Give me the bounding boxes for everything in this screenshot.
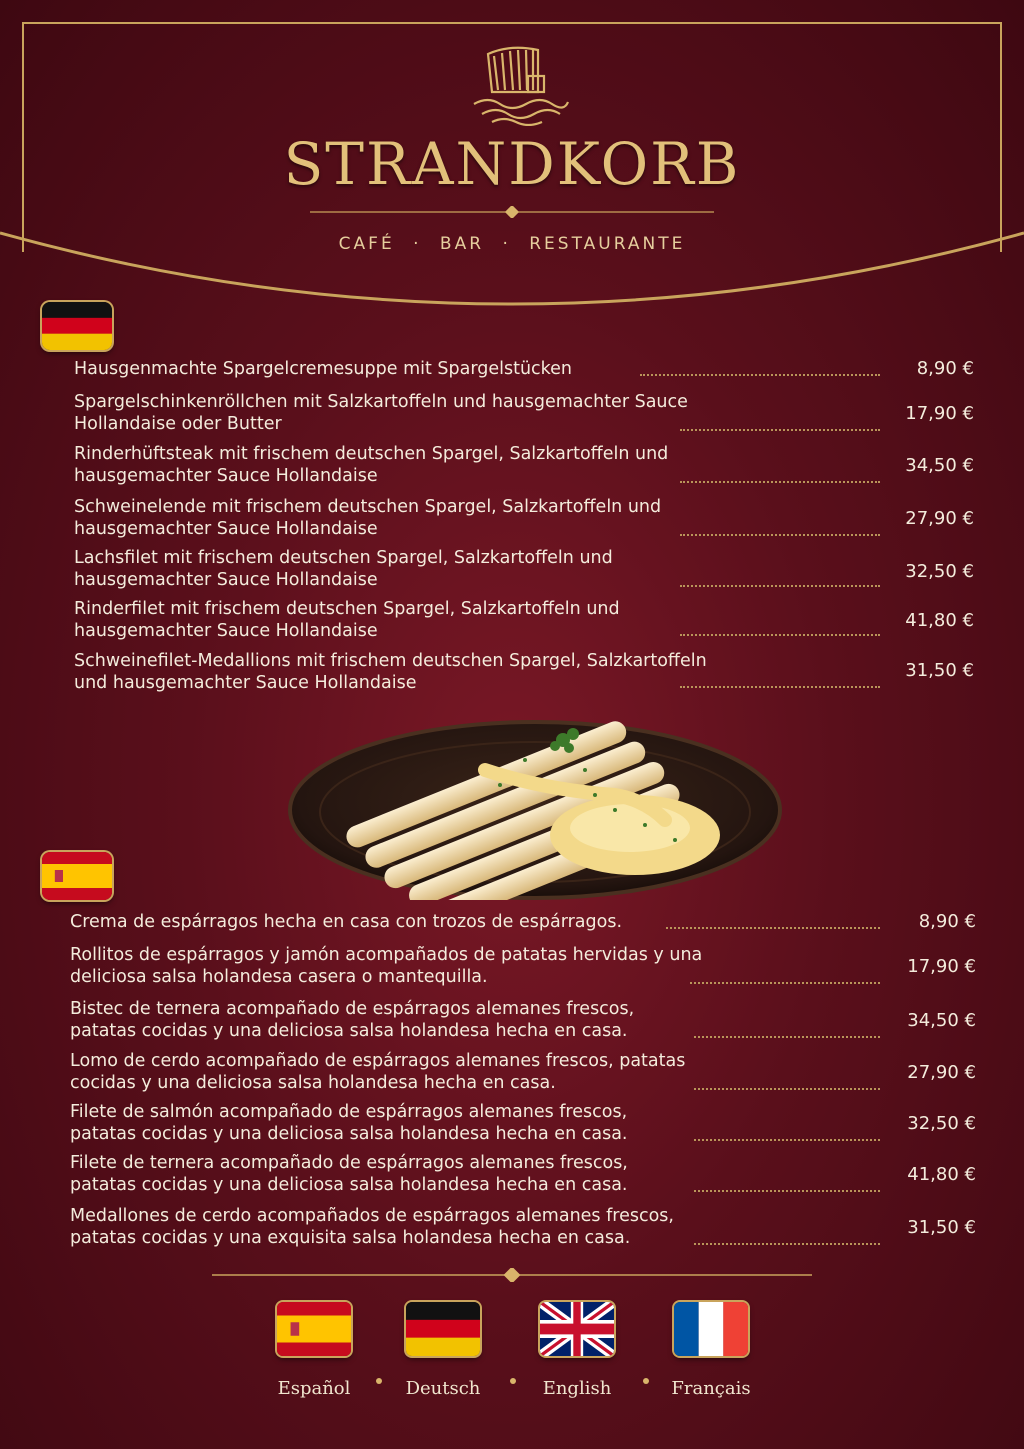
beach-chair-icon	[470, 42, 570, 126]
dot-leader	[694, 1139, 880, 1141]
dot-leader	[680, 481, 880, 483]
language-option-francais[interactable]	[671, 1302, 751, 1399]
item-price: 8,90 €	[916, 358, 974, 379]
dot-leader	[694, 1088, 880, 1090]
item-price: 41,80 €	[905, 610, 974, 631]
dish-image	[285, 700, 785, 900]
item-name: Lomo de cerdo acompañado de espárragos alemanes frescos, patatas cocidas y una deliciosa salsa holandesa hecha en casa.	[70, 1051, 686, 1093]
dot-leader	[690, 982, 880, 984]
item-name: Schweinefilet-Medallions mit frischem deutschen Spargel, Salzkartoffeln und hausgemachter Sauce Hollandaise	[74, 651, 707, 693]
tagline-cafe: CAFÉ	[338, 234, 395, 254]
item-price: 17,90 €	[907, 956, 976, 977]
dot-leader	[666, 927, 880, 929]
item-price: 34,50 €	[907, 1010, 976, 1031]
item-price: 32,50 €	[905, 561, 974, 582]
dot-leader	[680, 585, 880, 587]
dot-leader	[694, 1036, 880, 1038]
dot-leader	[640, 374, 880, 376]
france-flag-icon	[674, 1302, 748, 1356]
brand-name: STRANDKORB	[283, 130, 741, 198]
item-name: Crema de espárragos hecha en casa con trozos de espárragos.	[70, 912, 623, 932]
spain-flag-icon	[277, 1302, 351, 1356]
item-price: 34,50 €	[905, 455, 974, 476]
item-price: 31,50 €	[905, 660, 974, 681]
dot-leader	[694, 1190, 880, 1192]
item-price: 27,90 €	[907, 1062, 976, 1083]
tagline-separator: ·	[413, 234, 422, 254]
footer-divider	[212, 1268, 812, 1282]
separator-dot	[643, 1378, 649, 1384]
language-option-espanol[interactable]	[274, 1302, 354, 1399]
item-name: Schweinelende mit frischem deutschen Spargel, Salzkartoffeln und hausgemachter Sauce Hollandaise	[74, 497, 662, 539]
item-name: Medallones de cerdo acompañados de espárragos alemanes frescos, patatas cocidas y una exquisita salsa holandesa hecha en casa.	[70, 1206, 674, 1248]
item-name: Spargelschinkenröllchen mit Salzkartoffeln und hausgemachter Sauce Hollandaise oder Butter	[74, 392, 688, 434]
item-name: Rinderfilet mit frischem deutschen Spargel, Salzkartoffeln und hausgemachter Sauce Hollandaise	[74, 599, 620, 641]
item-price: 27,90 €	[905, 508, 974, 529]
dot-leader	[680, 429, 880, 431]
language-label: Deutsch	[405, 1378, 481, 1399]
item-price: 41,80 €	[907, 1164, 976, 1185]
tagline	[0, 234, 1024, 254]
tagline-separator: ·	[502, 234, 511, 254]
language-label: English	[542, 1378, 612, 1399]
dot-leader	[680, 634, 880, 636]
dot-leader	[680, 686, 880, 688]
spain-flag-icon	[42, 852, 112, 900]
tagline-restaurante: RESTAURANTE	[529, 234, 686, 254]
item-price: 32,50 €	[907, 1113, 976, 1134]
tagline-bar: BAR	[439, 234, 485, 254]
language-option-english[interactable]	[537, 1302, 617, 1399]
uk-flag-icon	[540, 1302, 614, 1356]
dot-leader	[680, 534, 880, 536]
language-label: Español	[277, 1378, 351, 1399]
germany-flag-icon	[406, 1302, 480, 1356]
separator-dot	[510, 1378, 516, 1384]
item-name: Filete de ternera acompañado de espárragos alemanes frescos, patatas cocidas y una deliciosa salsa holandesa hecha en casa.	[70, 1153, 628, 1195]
item-name: Rollitos de espárragos y jamón acompañados de patatas hervidas y una deliciosa salsa holandesa casera o mantequilla.	[70, 945, 703, 987]
item-name: Hausgenmachte Spargelcremesuppe mit Spargelstücken	[74, 359, 573, 379]
item-price: 31,50 €	[907, 1217, 976, 1238]
item-price: 8,90 €	[918, 911, 976, 932]
language-label: Français	[671, 1378, 751, 1399]
dot-leader	[694, 1243, 880, 1245]
language-option-deutsch[interactable]	[403, 1302, 483, 1399]
item-name: Lachsfilet mit frischem deutschen Spargel, Salzkartoffeln und hausgemachter Sauce Hollandaise	[74, 548, 613, 590]
item-name: Filete de salmón acompañado de espárragos alemanes frescos, patatas cocidas y una deliciosa salsa holandesa hecha en casa.	[70, 1102, 628, 1144]
item-name: Rinderhüftsteak mit frischem deutschen Spargel, Salzkartoffeln und hausgemachter Sauce Hollandaise	[74, 444, 669, 486]
brand-divider	[310, 206, 714, 218]
separator-dot	[376, 1378, 382, 1384]
germany-flag-icon	[42, 302, 112, 350]
item-name: Bistec de ternera acompañado de espárragos alemanes frescos, patatas cocidas y una deliciosa salsa holandesa hecha en casa.	[70, 999, 635, 1041]
item-price: 17,90 €	[905, 403, 974, 424]
